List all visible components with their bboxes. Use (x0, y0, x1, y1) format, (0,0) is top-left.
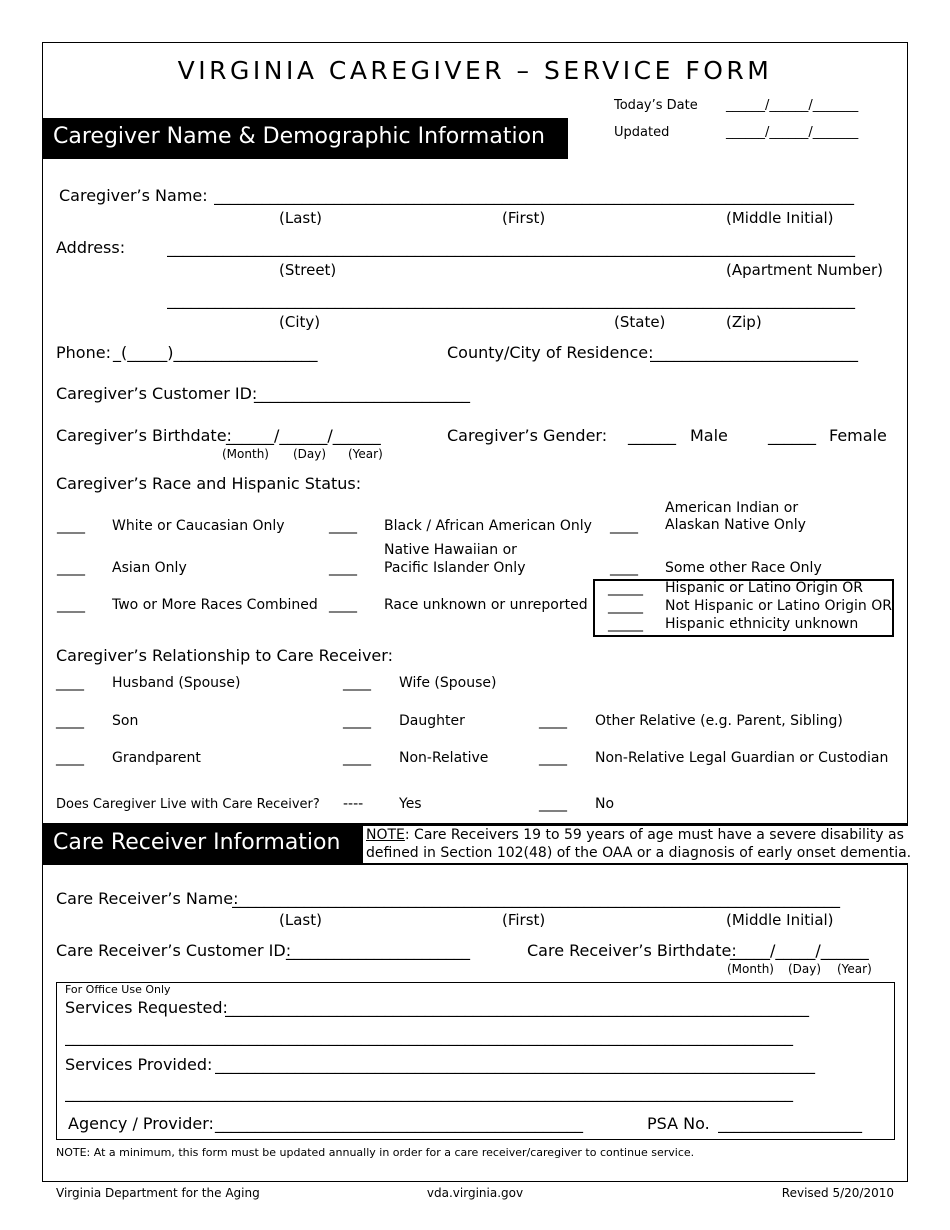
race-two-or-more-blank[interactable]: ____ (57, 597, 85, 613)
live-no-blank[interactable]: ____ (539, 796, 567, 812)
race-asian-label: Asian Only (112, 560, 187, 576)
services-requested-field[interactable]: _________________________________________________________________________ (225, 998, 809, 1017)
race-hawaiian-label-2: Pacific Islander Only (384, 560, 526, 576)
race-other-blank[interactable]: ____ (610, 560, 638, 576)
caregiver-customer-id-label: Caregiver’s Customer ID: (56, 384, 258, 403)
care-receiver-section-title: Care Receiver Information (53, 830, 341, 855)
rel-daughter-blank[interactable]: ____ (343, 713, 371, 729)
todays-date-field[interactable]: ______/______/_______ (726, 98, 859, 113)
address-street-field[interactable]: ______________________________________________________________________________________ (167, 238, 855, 257)
rel-grandparent-blank[interactable]: ____ (56, 750, 84, 766)
name-sub-middle: (Middle Initial) (726, 209, 834, 227)
gender-female-blank[interactable]: ______ (768, 426, 816, 445)
note-line-2: defined in Section 102(48) of the OAA or a diagnosis of early onset dementia. (366, 845, 912, 861)
live-with-question: Does Caregiver Live with Care Receiver? (56, 797, 320, 812)
hispanic-unknown-blank[interactable]: _____ (608, 616, 643, 632)
hispanic-no-blank[interactable]: _____ (608, 598, 643, 614)
birthdate-sub-year: (Year) (348, 447, 383, 461)
live-yes-label: Yes (399, 796, 422, 812)
rel-wife-label: Wife (Spouse) (399, 675, 497, 691)
rel-grandparent-label: Grandparent (112, 750, 201, 766)
address-sub-apartment: (Apartment Number) (726, 261, 883, 279)
footer-left: Virginia Department for the Aging (56, 1186, 260, 1200)
footer-right: Revised 5/20/2010 (781, 1186, 894, 1200)
caregiver-customer-id-field[interactable]: ___________________________ (254, 384, 470, 403)
hispanic-unknown-label: Hispanic ethnicity unknown (665, 616, 859, 632)
receiver-name-sub-first: (First) (502, 911, 546, 929)
address-city-field[interactable]: ______________________________________________________________________________________ (167, 290, 855, 309)
receiver-birthdate-sub-year: (Year) (837, 962, 872, 976)
services-provided-field-2[interactable]: ___________________________________________________________________________________________ (65, 1083, 793, 1102)
agency-provider-field[interactable]: ______________________________________________ (215, 1114, 583, 1133)
agency-provider-label: Agency / Provider: (68, 1114, 214, 1133)
rel-guardian-label: Non-Relative Legal Guardian or Custodian (595, 750, 889, 766)
services-requested-label: Services Requested: (65, 998, 228, 1017)
todays-date-label: Today’s Date (614, 98, 698, 113)
receiver-birthdate-field[interactable]: _____/_____/______ (730, 941, 869, 960)
race-unknown-blank[interactable]: ____ (329, 597, 357, 613)
race-hawaiian-label-1: Native Hawaiian or (384, 542, 517, 558)
race-heading: Caregiver’s Race and Hispanic Status: (56, 474, 362, 493)
footer-center: vda.virginia.gov (426, 1186, 524, 1200)
county-label: County/City of Residence: (447, 343, 654, 362)
name-sub-first: (First) (502, 209, 546, 227)
rel-guardian-blank[interactable]: ____ (539, 750, 567, 766)
psa-no-label: PSA No. (647, 1114, 710, 1133)
services-provided-label: Services Provided: (65, 1055, 213, 1074)
note-line-1-text: : Care Receivers 19 to 59 years of age must have a severe disability as (404, 827, 904, 843)
rel-husband-blank[interactable]: ____ (56, 675, 84, 691)
hispanic-yes-label: Hispanic or Latino Origin OR (665, 580, 864, 596)
caregiver-birthdate-field[interactable]: ______/______/______ (226, 426, 381, 445)
race-american-indian-label-2: Alaskan Native Only (665, 517, 806, 533)
caregiver-gender-label: Caregiver’s Gender: (447, 426, 608, 445)
gender-male-label: Male (690, 426, 728, 445)
receiver-name-label: Care Receiver’s Name: (56, 889, 239, 908)
caregiver-birthdate-label: Caregiver’s Birthdate: (56, 426, 232, 445)
gender-female-label: Female (829, 426, 887, 445)
address-sub-zip: (Zip) (726, 313, 762, 331)
rel-non-relative-blank[interactable]: ____ (343, 750, 371, 766)
rel-wife-blank[interactable]: ____ (343, 675, 371, 691)
address-sub-city: (City) (279, 313, 321, 331)
race-other-label: Some other Race Only (665, 560, 822, 576)
updated-date-field[interactable]: ______/______/_______ (726, 125, 859, 140)
address-sub-state: (State) (614, 313, 666, 331)
receiver-name-sub-last: (Last) (279, 911, 322, 929)
receiver-name-sub-middle: (Middle Initial) (726, 911, 834, 929)
race-unknown-label: Race unknown or unreported (384, 597, 588, 613)
rel-son-blank[interactable]: ____ (56, 713, 84, 729)
race-black-blank[interactable]: ____ (329, 518, 357, 534)
relationship-heading: Caregiver’s Relationship to Care Receiver: (56, 646, 393, 665)
receiver-birthdate-label: Care Receiver’s Birthdate: (527, 941, 737, 960)
birthdate-sub-day: (Day) (293, 447, 327, 461)
note-line-1 (366, 827, 904, 843)
race-american-indian-label-1: American Indian or (665, 500, 799, 516)
hispanic-no-label: Not Hispanic or Latino Origin OR (665, 598, 892, 614)
birthdate-sub-month: (Month) (222, 447, 269, 461)
live-no-label: No (595, 796, 615, 812)
caregiver-name-label: Caregiver’s Name: (59, 186, 208, 205)
race-black-label: Black / African American Only (384, 518, 592, 534)
live-yes-blank[interactable]: ---- (343, 796, 364, 812)
caregiver-name-field[interactable]: ________________________________________________________________________________ (214, 186, 854, 205)
race-asian-blank[interactable]: ____ (57, 560, 85, 576)
rel-non-relative-label: Non-Relative (399, 750, 489, 766)
rel-son-label: Son (112, 713, 139, 729)
rel-other-relative-blank[interactable]: ____ (539, 713, 567, 729)
rel-daughter-label: Daughter (399, 713, 465, 729)
race-american-indian-blank[interactable]: ____ (610, 518, 638, 534)
caregiver-section-title: Caregiver Name & Demographic Information (53, 124, 545, 149)
county-field[interactable]: __________________________ (650, 343, 858, 362)
gender-male-blank[interactable]: ______ (628, 426, 676, 445)
address-label: Address: (56, 238, 126, 257)
race-hawaiian-blank[interactable]: ____ (329, 560, 357, 576)
receiver-customer-id-label: Care Receiver’s Customer ID: (56, 941, 292, 960)
rel-other-relative-label: Other Relative (e.g. Parent, Sibling) (595, 713, 843, 729)
office-use-label: For Office Use Only (65, 983, 171, 996)
form-title: VIRGINIA CAREGIVER – SERVICE FORM (177, 56, 773, 85)
caregiver-section-header (42, 118, 568, 159)
phone-field[interactable]: _(_____)__________________ (113, 343, 318, 362)
psa-no-field[interactable]: __________________ (718, 1114, 862, 1133)
receiver-birthdate-sub-month: (Month) (727, 962, 774, 976)
race-two-or-more-label: Two or More Races Combined (112, 597, 318, 613)
receiver-name-field[interactable]: ____________________________________________________________________________ (232, 889, 840, 908)
receiver-birthdate-sub-day: (Day) (788, 962, 822, 976)
rel-husband-label: Husband (Spouse) (112, 675, 241, 691)
receiver-customer-id-field[interactable]: _______________________ (286, 941, 470, 960)
race-white-blank[interactable]: ____ (57, 518, 85, 534)
address-sub-street: (Street) (279, 261, 337, 279)
note-prefix: NOTE (366, 827, 405, 843)
services-requested-field-2[interactable]: ___________________________________________________________________________________________ (65, 1027, 793, 1046)
services-provided-field[interactable]: ___________________________________________________________________________ (215, 1055, 815, 1074)
name-sub-last: (Last) (279, 209, 322, 227)
updated-date-label: Updated (614, 125, 670, 140)
hispanic-yes-blank[interactable]: _____ (608, 580, 643, 596)
race-white-label: White or Caucasian Only (112, 518, 285, 534)
phone-label: Phone: (56, 343, 111, 362)
footnote: NOTE: At a minimum, this form must be updated annually in order for a care receiver/caregiver to continue service. (56, 1146, 695, 1159)
